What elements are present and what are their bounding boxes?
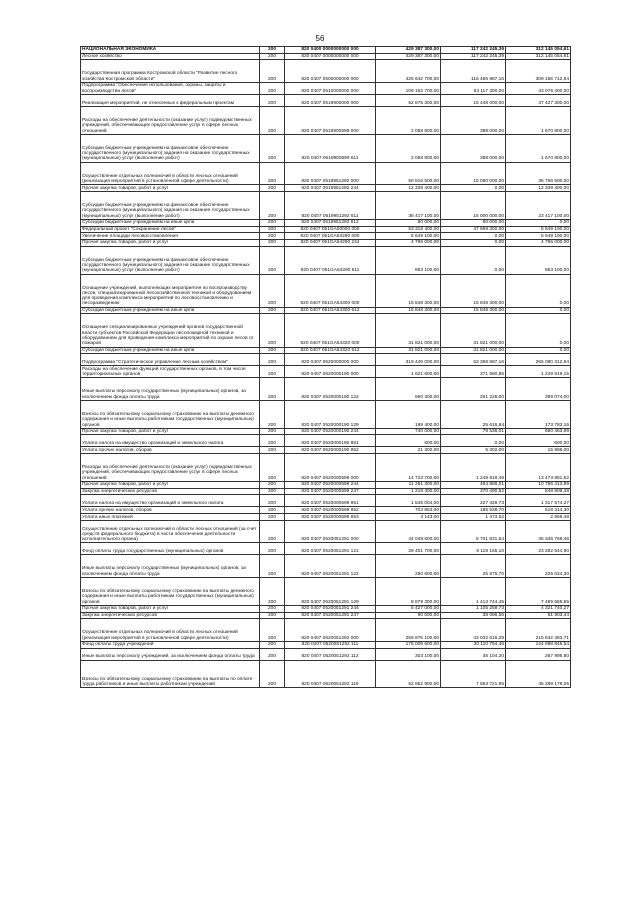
row-classification-code: 820 0407 0520051291 247 [285,612,376,619]
table-row [81,94,571,106]
row-grbs-code: 200 [260,239,285,246]
row-approved-amount: 600,00 [376,435,441,447]
table-row [81,162,571,185]
row-name: Подпрограмма "Обеспечение использования, охраны, защиты и воспроизводства лесов" [81,82,260,94]
row-unexecuted-amount: 35 346 768,46 [506,520,571,543]
row-classification-code: 820 0407 0520000599 244 [285,482,376,489]
row-classification-code: 820 0407 0520000599 853 [285,514,376,521]
row-approved-amount: 29 401 700,00 [376,543,441,555]
row-unexecuted-amount: 267 995,80 [506,648,571,660]
row-grbs-code: 200 [260,514,285,521]
row-grbs-code: 200 [260,354,285,366]
row-executed-amount: 388 000,00 [441,106,506,134]
row-name: Субсидии бюджетным учреждениям на иные цели [81,307,260,314]
row-approved-amount: 258 875 100,00 [376,619,441,642]
row-grbs-code: 200 [260,641,285,648]
row-name: Прочая закупка товаров, работ и услуг [81,482,260,489]
row-unexecuted-amount: 37 427 300,00 [506,94,571,106]
row-name: Прочая закупка товаров, работ и услуг [81,185,260,192]
row-grbs-code: 200 [260,612,285,619]
row-grbs-code: 200 [260,447,285,454]
row-classification-code: 820 0407 0520000190 122 [285,378,376,401]
row-executed-amount: 1 473,52 [441,514,506,521]
row-executed-amount: 371 680,85 [441,366,506,378]
table-row [81,226,571,233]
row-name: Осуществление отдельных полномочий в области лесных отношений (за счет средств федерального бюджета) в части обеспечения деятельности исполнительного органа) [81,520,260,543]
row-approved-amount: 44 048 600,00 [376,520,441,543]
row-name: Увеличение площади лесовосстановления [81,233,260,240]
row-approved-amount: 50 816 500,00 [376,162,441,185]
table-row [81,307,571,314]
row-classification-code: 820 0407 051GA54290 611 [285,246,376,274]
row-name: Уплата налога на имущество организаций и земельного налога [81,495,260,507]
row-unexecuted-amount: 312 145 054,61 [506,53,571,60]
row-approved-amount: 15 848 300,00 [376,274,441,307]
row-name: Фонд оплаты труда государственных (муниципальных) органов [81,543,260,555]
row-executed-amount: 0,00 [441,246,506,274]
row-name: Федеральный проект "Сохранение лесов" [81,226,260,233]
row-approved-amount: 52 875 300,00 [376,94,441,106]
row-name: Субсидии бюджетным учреждениям на иные цели [81,347,260,354]
row-approved-amount: 4 143,00 [376,514,441,521]
row-classification-code: 820 0407 051GA00000 000 [285,226,376,233]
table-row [81,239,571,246]
row-grbs-code: 200 [260,134,285,162]
row-unexecuted-amount: 1 670 800,00 [506,134,571,162]
row-unexecuted-amount: 312 145 054,61 [506,47,571,54]
row-executed-amount: 6 119 155,10 [441,543,506,555]
row-name: Расходы на обеспечение деятельности (оказание услуг) подведомственных учреждений, обеспечивающих предоставление услуг в сфере лесных отношений [81,106,260,134]
row-classification-code: 820 0407 0519951292 611 [285,192,376,220]
row-executed-amount: 43 032 616,29 [441,619,506,642]
row-executed-amount: 47 669 300,00 [441,226,506,233]
row-approved-amount: 8 879 300,00 [376,578,441,606]
row-unexecuted-amount: 518 314,30 [506,507,571,514]
row-executed-amount: 35 104,20 [441,648,506,660]
row-name: Субсидии бюджетным учреждениям на финансовое обеспечение государственного (муниципального) задания на оказание государственных (муниципальных) услуг (выполнение работ) [81,246,260,274]
row-unexecuted-amount: 0,00 [506,274,571,307]
row-executed-amount: 117 242 245,39 [441,53,506,60]
row-name: Субсидии бюджетным учреждениям на иные цели [81,219,260,226]
row-classification-code: 820 0407 0520000599 852 [285,507,376,514]
row-grbs-code: 200 [260,106,285,134]
row-grbs-code: 200 [260,60,285,83]
page-number: 56 [315,34,325,43]
row-grbs-code: 200 [260,543,285,555]
row-unexecuted-amount: 848 909,48 [506,488,571,495]
row-name: Субсидии бюджетным учреждениям на финансовое обеспечение государственного (муниципального) задания на оказание государственных (муниципальных) услуг (выполнение работ) [81,134,260,162]
row-approved-amount: 703 853,00 [376,507,441,514]
row-grbs-code: 200 [260,660,285,688]
row-executed-amount: 7 563 721,95 [441,660,506,688]
row-executed-amount: 15 848 300,00 [441,307,506,314]
row-approved-amount: 12 339 400,00 [376,185,441,192]
table-row [81,555,571,578]
row-unexecuted-amount: 1 317 574,27 [506,495,571,507]
table-row [81,495,571,507]
row-approved-amount: 60 000,00 [376,219,441,226]
row-classification-code: 820 0407 0519900599 611 [285,134,376,162]
row-approved-amount: 740 000,00 [376,428,441,435]
row-grbs-code: 200 [260,488,285,495]
row-classification-code: 820 0407 0519900000 000 [285,94,376,106]
row-unexecuted-amount: 15 998,00 [506,447,571,454]
row-approved-amount: 303 100,00 [376,648,441,660]
row-grbs-code: 200 [260,482,285,489]
table-row [81,435,571,447]
row-unexecuted-amount: 1 670 800,00 [506,106,571,134]
row-name: Реализация мероприятий, не отнесенных к федеральным проектам [81,94,260,106]
row-unexecuted-amount: 0,00 [506,314,571,347]
row-classification-code: 820 0407 0520000190 852 [285,447,376,454]
row-unexecuted-amount: 45 289 178,05 [506,660,571,688]
row-classification-code: 820 0407 0520000000 000 [285,354,376,366]
row-approved-amount: 11 251 300,00 [376,482,441,489]
row-executed-amount: 117 242 245,39 [441,47,506,54]
row-approved-amount: 21 300,00 [376,447,441,454]
row-grbs-code: 200 [260,520,285,543]
table-row [81,47,571,54]
row-unexecuted-amount: 173 783,16 [506,400,571,428]
row-approved-amount: 31 821 000,00 [376,314,441,347]
row-name: НАЦИОНАЛЬНАЯ ЭКОНОМИКА [81,47,260,54]
row-grbs-code: 200 [260,605,285,612]
table-row [81,660,571,688]
row-grbs-code: 200 [260,246,285,274]
row-name: Оснащение учреждений, выполняющих мероприятия по воспроизводству лесов, специализированной лесохозяйственной техникой и оборудованием для проведения комплекса мероприятий по лесовосстановлению и лесоразведению [81,274,260,307]
row-classification-code: 820 0407 0519900599 000 [285,106,376,134]
row-unexecuted-amount: 5 649 100,00 [506,233,571,240]
row-executed-amount: 31 821 000,00 [441,314,506,347]
row-executed-amount: 1 105 259,73 [441,605,506,612]
row-approved-amount: 199 400,00 [376,400,441,428]
row-approved-amount: 1 621 600,00 [376,366,441,378]
row-executed-amount: 15 000 000,00 [441,192,506,220]
row-name: Взносы по обязательному социальному страхованию на выплаты денежного содержания и иные выплаты работникам государственных (муниципальных) органов [81,578,260,606]
row-classification-code: 820 0407 0520051291 122 [285,555,376,578]
row-approved-amount: 250 600,00 [376,555,441,578]
row-approved-amount: 2 058 800,00 [376,134,441,162]
row-name: Прочая закупка товаров, работ и услуг [81,605,260,612]
row-unexecuted-amount: 5 649 100,00 [506,226,571,233]
row-unexecuted-amount: 43 076 400,00 [506,82,571,94]
row-classification-code: 820 0407 0519951292 000 [285,162,376,185]
row-executed-amount: 0,00 [441,185,506,192]
table-row [81,520,571,543]
row-grbs-code: 200 [260,648,285,660]
row-approved-amount: 5 427 000,00 [376,605,441,612]
row-executed-amount: 5 302,00 [441,447,506,454]
row-executed-amount: 53 368 687,16 [441,354,506,366]
table-row [81,612,571,619]
row-name: Фонд оплаты труда учреждений [81,641,260,648]
row-approved-amount: 90 000,00 [376,612,441,619]
table-row [81,314,571,347]
row-approved-amount: 2 058 800,00 [376,106,441,134]
table-row [81,447,571,454]
row-name: Иные выплаты персоналу учреждений, за исключением фонда оплаты труда [81,648,260,660]
table-row [81,482,571,489]
row-classification-code: 820 0407 0520051291 121 [285,543,376,555]
table-row [81,378,571,401]
row-grbs-code: 200 [260,192,285,220]
table-row [81,514,571,521]
row-classification-code: 820 0407 0520051292 111 [285,641,376,648]
row-classification-code: 820 0407 0520051292 119 [285,660,376,688]
row-unexecuted-amount: 309 156 712,84 [506,60,571,83]
row-unexecuted-amount: 23 282 544,90 [506,543,571,555]
row-grbs-code: 200 [260,495,285,507]
row-executed-amount: 116 485 987,16 [441,60,506,83]
row-approved-amount: 31 821 000,00 [376,347,441,354]
row-grbs-code: 200 [260,507,285,514]
row-name: Подпрограмма "Стратегическое управление лесным хозяйством" [81,354,260,366]
table-row [81,347,571,354]
table-row [81,185,571,192]
row-name: Взносы по обязательному социальному страхованию на выплаты денежного содержания и иные выплаты работникам государственных (муниципальных) органов [81,400,260,428]
row-grbs-code: 200 [260,428,285,435]
table-row [81,648,571,660]
row-grbs-code: 200 [260,400,285,428]
row-grbs-code: 200 [260,454,285,482]
row-classification-code: 820 0407 051GA54290 244 [285,239,376,246]
row-name: Прочая закупка товаров, работ и услуг [81,428,260,435]
row-unexecuted-amount: 7 465 555,55 [506,578,571,606]
row-unexecuted-amount: 144 898 845,54 [506,641,571,648]
row-executed-amount: 185 538,70 [441,507,506,514]
row-classification-code: 820 0407 0520000599 000 [285,454,376,482]
row-grbs-code: 200 [260,162,285,185]
row-classification-code: 820 0407 0520000599 247 [285,488,376,495]
table-row [81,246,571,274]
row-grbs-code: 200 [260,307,285,314]
row-approved-amount: 14 723 700,00 [376,454,441,482]
row-executed-amount: 31 821 000,00 [441,347,506,354]
table-row [81,134,571,162]
row-unexecuted-amount: 51 903,44 [506,612,571,619]
row-grbs-code: 200 [260,219,285,226]
row-name: Закупка энергетических ресурсов [81,488,260,495]
row-name: Государственная программа Костромской области "Развитие лесного хозяйства Костромской области" [81,60,260,83]
row-approved-amount: 660 300,00 [376,378,441,401]
row-executed-amount: 25 616,84 [441,400,506,428]
row-unexecuted-amount: 1 249 919,15 [506,366,571,378]
row-name: Лесное хозяйство [81,53,260,60]
row-executed-amount: 79 536,01 [441,428,506,435]
row-classification-code: 820 0407 0520000190 000 [285,366,376,378]
row-unexecuted-amount: 10 786 413,99 [506,482,571,489]
row-grbs-code: 200 [260,378,285,401]
row-classification-code: 820 0407 0520000599 851 [285,495,376,507]
row-name: Взносы по обязательному социальному страхованию на выплаты по оплате труда работников и иные выплаты работникам учреждений [81,660,260,688]
table-row [81,507,571,514]
row-name: Уплата иных платежей [81,514,260,521]
row-grbs-code: 200 [260,366,285,378]
row-classification-code: 820 0400 0000000000 000 [285,47,376,54]
row-classification-code: 820 0407 0500000000 000 [285,60,376,83]
row-unexecuted-amount: 0,00 [506,307,571,314]
table-row [81,605,571,612]
row-classification-code: 820 0407 051GA54300 000 [285,274,376,307]
table-row [81,274,571,307]
row-name: Расходы на обеспечение деятельности (оказание услуг) подведомственных учреждений, обеспечивающих предоставление услуг в сфере лесных отношений [81,454,260,482]
row-classification-code: 820 0407 051GA54300 612 [285,307,376,314]
row-grbs-code: 200 [260,619,285,642]
row-executed-amount: 370 490,52 [441,488,506,495]
table-row [81,366,571,378]
row-approved-amount: 53 318 400,00 [376,226,441,233]
row-unexecuted-amount: 225 024,30 [506,555,571,578]
row-name: Уплата налога на имущество организаций и земельного налога [81,435,260,447]
row-grbs-code: 200 [260,53,285,60]
row-approved-amount: 15 848 300,00 [376,307,441,314]
row-unexecuted-amount: 13 473 881,52 [506,454,571,482]
row-executed-amount: 63 117 300,00 [441,82,506,94]
row-classification-code: 820 0407 0000000000 000 [285,53,376,60]
row-approved-amount: 38 417 100,00 [376,192,441,220]
table-row [81,106,571,134]
row-approved-amount: 4 796 000,00 [376,239,441,246]
table-row [81,233,571,240]
row-executed-amount: 464 886,01 [441,482,506,489]
row-classification-code: 820 0407 0520000190 244 [285,428,376,435]
row-executed-amount: 1 413 744,45 [441,578,506,606]
table-row [81,619,571,642]
row-name: Уплата прочих налогов, сборов [81,507,260,514]
table-row [81,578,571,606]
row-classification-code: 820 0407 0519951292 244 [285,185,376,192]
row-executed-amount: 38 096,56 [441,612,506,619]
row-approved-amount: 1 545 004,00 [376,495,441,507]
row-grbs-code: 200 [260,226,285,233]
row-approved-amount: 319 449 000,00 [376,354,441,366]
row-classification-code: 820 0407 0520051292 112 [285,648,376,660]
table-row [81,488,571,495]
row-approved-amount: 853 100,00 [376,246,441,274]
row-executed-amount: 15 448 000,00 [441,94,506,106]
row-grbs-code: 200 [260,185,285,192]
row-unexecuted-amount: 2 669,48 [506,514,571,521]
row-unexecuted-amount: 12 339 400,00 [506,185,571,192]
row-unexecuted-amount: 266 080 312,84 [506,354,571,366]
row-name: Уплата прочих налогов, сборов [81,447,260,454]
table-row [81,60,571,83]
row-grbs-code: 200 [260,47,285,54]
row-grbs-code: 200 [260,314,285,347]
row-approved-amount: 429 387 300,00 [376,53,441,60]
row-unexecuted-amount: 4 796 000,00 [506,239,571,246]
row-classification-code: 820 0407 0520051291 129 [285,578,376,606]
row-name: Прочая закупка товаров, работ и услуг [81,239,260,246]
row-name: Иные выплаты персоналу государственных (муниципальных) органов, за исключением фонда оплаты труда [81,555,260,578]
row-classification-code: 820 0407 0520000190 851 [285,435,376,447]
budget-table-body [81,47,571,688]
row-classification-code: 820 0407 051GA54320 612 [285,347,376,354]
row-grbs-code: 200 [260,274,285,307]
table-row [81,354,571,366]
row-approved-amount: 429 387 300,00 [376,47,441,54]
row-name: Осуществление отдельных полномочий в области лесных отношений (реализация мероприятий в установленной сфере деятельности) [81,619,260,642]
row-executed-amount: 0,00 [441,435,506,447]
row-grbs-code: 200 [260,347,285,354]
row-executed-amount: 15 060 000,00 [441,162,506,185]
row-executed-amount: 0,00 [441,233,506,240]
row-approved-amount: 52 852 900,00 [376,660,441,688]
row-unexecuted-amount: 399 074,00 [506,378,571,401]
row-name: Иные выплаты персоналу государственных (муниципальных) органов, за исключением фонда оплаты труда [81,378,260,401]
row-unexecuted-amount: 35 756 500,00 [506,162,571,185]
row-classification-code: 820 0407 0520000190 129 [285,400,376,428]
budget-execution-table [80,46,571,688]
row-executed-amount: 25 575,70 [441,555,506,578]
row-executed-amount: 60 000,00 [441,219,506,226]
table-row [81,53,571,60]
row-approved-amount: 425 642 700,00 [376,60,441,83]
row-grbs-code: 200 [260,435,285,447]
row-approved-amount: 1 219 400,00 [376,488,441,495]
row-classification-code: 820 0407 0520051292 000 [285,619,376,642]
row-executed-amount: 30 110 754,46 [441,641,506,648]
row-executed-amount: 1 249 818,48 [441,454,506,482]
table-row [81,641,571,648]
table-row [81,428,571,435]
row-name: Оснащение специализированных учреждений органов государственной власти субъектов Российской Федерации лесопожарной техникой и оборудованием для проведения комплекса мероприятий по охране лесов от пожаров [81,314,260,347]
row-name: Осуществление отдельных полномочий в области лесных отношений (реализация мероприятий в установленной сфере деятельности) [81,162,260,185]
row-approved-amount: 5 649 100,00 [376,233,441,240]
row-grbs-code: 200 [260,94,285,106]
table-row [81,454,571,482]
row-classification-code: 820 0407 0520051291 244 [285,605,376,612]
row-executed-amount: 261 226,00 [441,378,506,401]
row-classification-code: 820 0407 0510000000 000 [285,82,376,94]
row-grbs-code: 200 [260,82,285,94]
row-executed-amount: 0,00 [441,239,506,246]
row-unexecuted-amount: 4 321 740,27 [506,605,571,612]
row-grbs-code: 200 [260,233,285,240]
row-unexecuted-amount: 660 463,99 [506,428,571,435]
row-grbs-code: 200 [260,555,285,578]
table-row [81,192,571,220]
row-unexecuted-amount: 853 100,00 [506,246,571,274]
row-executed-amount: 8 701 831,54 [441,520,506,543]
row-classification-code: 820 0407 0520051291 000 [285,520,376,543]
row-executed-amount: 15 848 300,00 [441,274,506,307]
table-row [81,219,571,226]
row-unexecuted-amount: 215 842 483,71 [506,619,571,642]
row-executed-amount: 227 429,73 [441,495,506,507]
row-unexecuted-amount: 0,00 [506,347,571,354]
row-unexecuted-amount: 600,00 [506,435,571,447]
row-approved-amount: 175 009 600,00 [376,641,441,648]
row-executed-amount: 388 000,00 [441,134,506,162]
row-grbs-code: 200 [260,578,285,606]
row-unexecuted-amount: 23 417 100,00 [506,192,571,220]
row-name: Расходы на обеспечение функций государственных органов, в том числе территориальных органов [81,366,260,378]
row-classification-code: 820 0407 0519951292 612 [285,219,376,226]
row-name: Субсидии бюджетным учреждениям на финансовое обеспечение государственного (муниципального) задания на оказание государственных (муниципальных) услуг (выполнение работ) [81,192,260,220]
table-row [81,543,571,555]
row-classification-code: 820 0407 051GA54290 000 [285,233,376,240]
table-row [81,82,571,94]
table-row [81,400,571,428]
row-unexecuted-amount: 0,00 [506,219,571,226]
row-classification-code: 820 0407 051GA54320 000 [285,314,376,347]
row-name: Закупка энергетических ресурсов [81,612,260,619]
row-approved-amount: 106 163 700,00 [376,82,441,94]
